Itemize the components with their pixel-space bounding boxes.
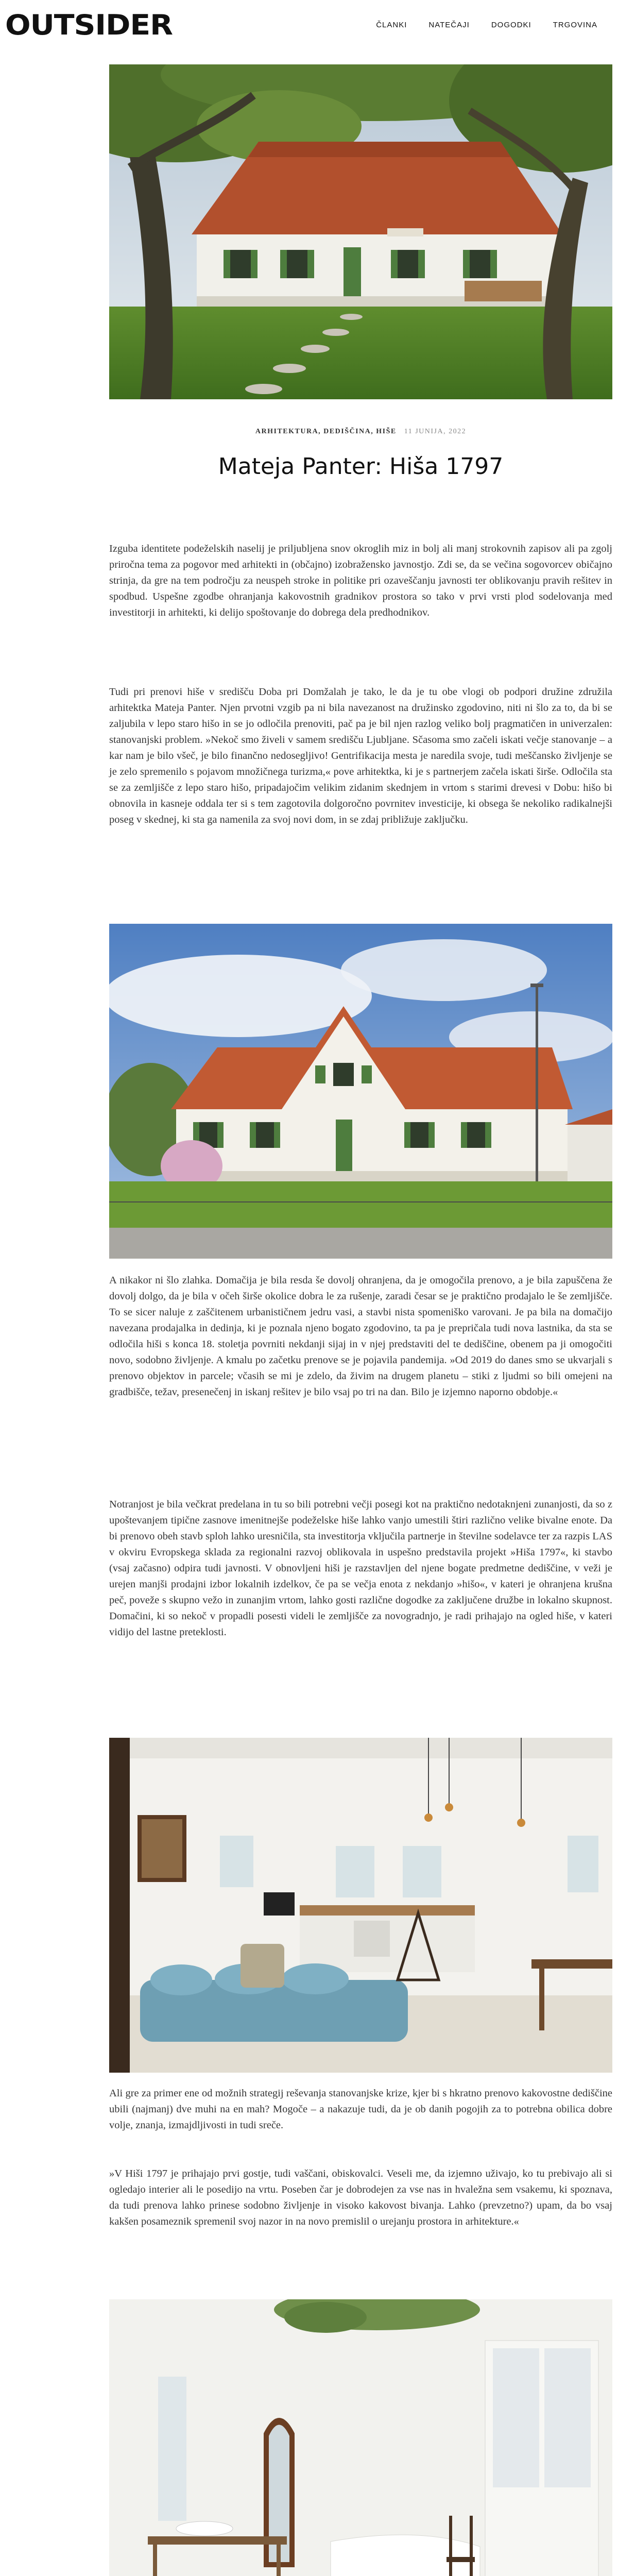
house-exterior-image: [109, 924, 612, 1259]
article-paragraph: Ali gre za primer ene od možnih strategij reševanja stanovanjske krize, kjer bi s hkratno prenovo kakovostne dediščine ubili (najmanj) dve muhi na en mah? Mogoče – a nakazuje tudi, da je ob danih pogojih za to potrebna obilica dobre volje, znanja, izmajdljivosti in tudi sreče.: [109, 2088, 612, 2131]
article-paragraph: Tudi pri prenovi hiše v središču Doba pri Domžalah je tako, le da je tu obe vlogi ob podpori družine združila arhitektka Mateja Panter. Njen prvotni vzgib pa ni bila navezanost na družinsko zgodovino, niti ni šlo za to, da bi se zaljubila v lepo staro hišo in se jo odločila prenoviti, pač pa je bil njen razlog veliko bolj pragmatičen in univerzalen: stanovanjski problem. »Nekoč smo živeli v samem središču Ljubljane. Sčasoma smo začeli iskati večje stanovanje – a kar nam je bilo všeč, je bilo finančno nedosegljivo! Gentrifikacija mesta je naredila svoje, tudi meščansko življenje se je zelo spremenilo s pojavom množičnega turizma,« pove arhitektka, ki je s partnerjem začela iskati širše. Odločila sta se za zemljišče z lepo staro hišo, pripadajočim velikim zidanim skednjem in vrtom s starimi drevesi v Dobu: hišo bi obnovila in kasneje oddala ter si s tem zagotovila dolgoročno povrnitev investicije, ki obsega še nekoliko radikalnejši poseg v skednej, ki sta ga namenila za svoj novi dom, in se zdaj približuje zaključku.: [109, 686, 612, 825]
nav-item-clanki[interactable]: ČLANKI: [376, 21, 407, 29]
nav-item-natecaji[interactable]: NATEČAJI: [428, 21, 470, 29]
article-categories[interactable]: ARHITEKTURA, DEDIŠČINA, HIŠE: [255, 428, 397, 435]
article-paragraph: Izguba identitete podeželskih naselij je priljubljena snov okroglih miz in bolj ali manj strokovnih zapisov ali pa zgolj priročna tema za pogovor med arhitekti in (občajno) izobražensko javnostjo. Zdi se, da se večina sogovorcev običajno strinja, da gre na tem področju za neuspeh stroke in politike pri ozaveščanju javnosti ter oblikovanju pravih rešitev in spodbud. Uspešne zgodbe ohranjanja kakovostnih gradnikov prostora so tako v prvi vrsti plod sodelovanja med investitorji in arhitekti, ki delijo spoštovanje do dobrega dela predhodnikov.: [109, 543, 612, 618]
interior-bathroom-image: [109, 2299, 612, 2576]
article-title: Mateja Panter: Hiša 1797: [218, 453, 504, 480]
article-paragraph: A nikakor ni šlo zlahka. Domačija je bila resda še dovolj ohranjena, da je omogočila prenovo, a je bila zapuščena že dovolj dolgo, da je bila v očeh širše okolice dobra le za rušenje, zaradi česar se je praktično prodajalo le še zemljišče. To se sicer naluje z zaščitenem urbanističnem jedru vasi, a stavbi nista spomeniško varovani. Je pa bila na domačijo navezana prodajalka in dedinja, ki je poznala njeno bogato zgodovino, ta pa je prepričala tudi nova lastnika, da sta se odločila hiši s konca 18. stoletja povrniti nekdanji sijaj in v njej predstaviti del te dediščine, obenem pa ji omogočiti novo, sodobno življenje. A kmalu po začetku prenove se je pojavila pandemija. »Od 2019 do danes smo se ukvarjali s prenovo objektov in parcele; včasih se mi je zdelo, da živim na drugem planetu – stiki z ljudmi so bili omejeni na gradbišče, težav, presenečenj in iskanj rešitev je bilo vsaj po tri na dan. Bilo je izjemno naporno obdobje.«: [109, 1275, 612, 1398]
site-logo[interactable]: OUTSIDER: [5, 9, 173, 41]
hero-image: [109, 64, 612, 399]
article-paragraph: »V Hiši 1797 je prihajajo prvi gostje, tudi vaščani, obiskovalci. Veseli me, da izjemno uživajo, ko tu prebivajo ali si ogledajo interier ali le posedijo na vrtu. Poseben čar je dobrodejen za vse nas in hvaležna sem vsakemu, ki spoznava, da tudi prenova lahko prinese sodobno življenje in visoko kakovost bivanja. Lahko (prevzetno?) upam, da bo vsaj kakšen posameznik spremenil svoj nazor in na novo premislil o urejanju prostora in arhitekture.«: [109, 2168, 612, 2227]
nav-item-dogodki[interactable]: DOGODKI: [491, 21, 531, 29]
site-header: [0, 0, 618, 58]
article-paragraph: Notranjost je bila večkrat predelana in tu so bili potrebni večji posegi kot na praktično nedotaknjeni zunanjosti, da so z upoštevanjem tipične zasnove imenitnejše podeželske hiše lahko vanjo umestili štiri različno velike bivalne enote. Da bi prenovo obeh stavb sploh lahko uresničila, sta investitorja vključila partnerje in številne sodelavce ter za razpis LAS v okviru Evropskega sklada za regionalni razvoj oblikovala in uspešno predstavila projekt »Hiša 1797«, ki stavbo (vsaj začasno) odpira tudi javnosti. V obnovljeni hiši je razstavljen del njene bogate predmetne dediščine, v veži je urejen manjši prodajni izbor lokalnih izdelkov, če pa se večja enota z nekdanjo »hišo«, v kateri je ohranjena krušna peč, poveže s skupno vežo in zunanjim vrtom, lahko gosti različne dogodke za zaključene družbe in lokalno skupnost. Domačini, ki so nekoč v propadli posesti videli le zemljišče za novogradnjo, je radi prihajajo na ogled hiše, v kateri vidijo del lastne preteklosti.: [109, 1499, 612, 1638]
interior-living-room-image: [109, 1738, 612, 2073]
main-nav: [376, 21, 597, 29]
nav-item-trgovina[interactable]: TRGOVINA: [553, 21, 597, 29]
article-date: 11 JUNIJA, 2022: [404, 428, 467, 435]
article-meta: [109, 428, 612, 436]
